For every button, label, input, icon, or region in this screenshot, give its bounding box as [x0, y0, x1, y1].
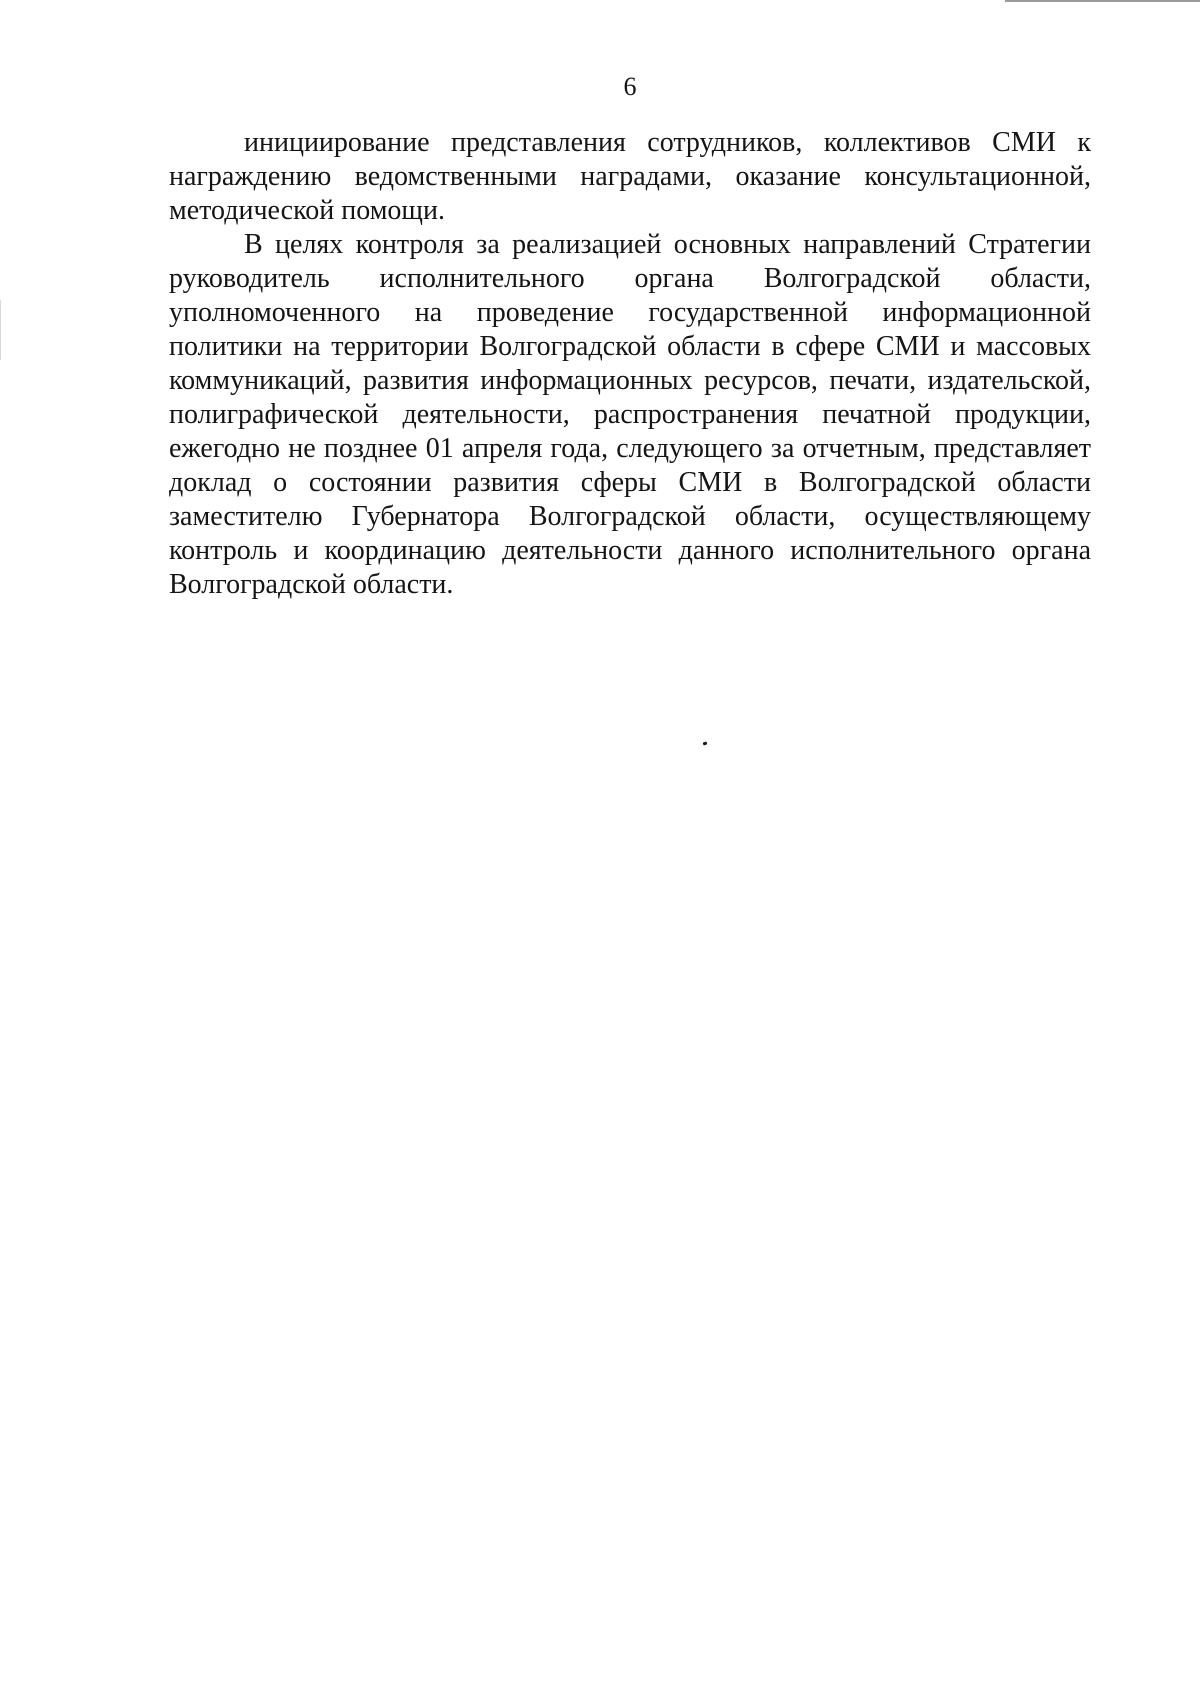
body-text: [169, 126, 1091, 602]
page-number: 6: [623, 72, 637, 101]
scan-edge-rule: [1005, 0, 1200, 2]
scan-edge-mark: [0, 300, 1, 360]
scan-speck: [703, 741, 708, 745]
paragraph-awards: инициирование представления сотрудников, коллективов СМИ к награждению ведомственными наградами, оказание консультационной, методической помощи.: [169, 127, 1091, 226]
paragraph-strategy-control: В целях контроля за реализацией основных направлений Стратегии руководитель исполнительного органа Волгоградской области, уполномоченного на проведение государственной информационной политики на территории Волгоградской области в сфере СМИ и массовых коммуникаций, развития информационных ресурсов, печати, издательской, полиграфической деятельности, распространения печатной продукции, ежегодно не позднее 01 апреля года, следующего за отчетным, представляет доклад о состоянии развития сферы СМИ в Волгоградской области заместителю Губернатора Волгоградской области, осуществляющему контроль и координацию деятельности данного исполнительного органа Волгоградской области.: [169, 229, 1091, 600]
